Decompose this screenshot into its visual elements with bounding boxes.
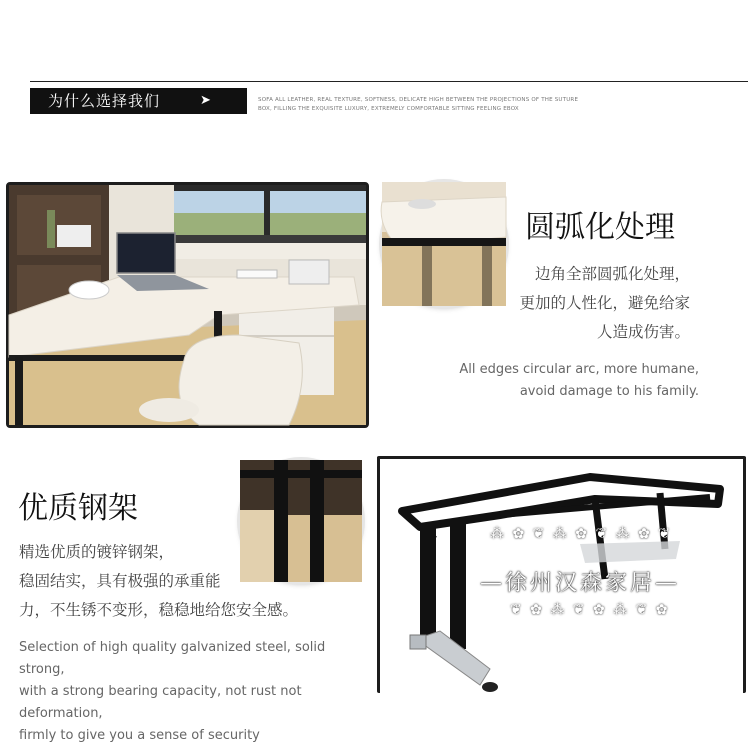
why-choose-us-banner <box>30 88 247 114</box>
cn-line: 精选优质的镀锌钢架， <box>19 543 175 561</box>
cn-line: 人造成伤害。 <box>596 323 690 341</box>
watermark-ornament: ❦ ✿ ⁂ ❦ ✿ ⁂ ❦ ✿ <box>510 602 670 618</box>
section-title-rounded: 圆弧化处理 <box>525 210 675 245</box>
cn-line: 边角全部圆弧化处理， <box>534 265 690 283</box>
desk-room-illustration <box>9 185 366 425</box>
section2-en-text <box>19 637 374 743</box>
cn-line: 稳固结实，具有极强的承重能 <box>19 572 221 590</box>
en-line: Selection of high quality galvanized steel, solid strong, <box>19 640 326 677</box>
banner-tagline <box>258 96 618 114</box>
watermark-text: —徐州汉森家居— <box>480 571 681 596</box>
en-line: with a strong bearing capacity, not rust not deformation, <box>19 684 302 721</box>
arrow-right-icon: ➤ <box>200 93 212 108</box>
section1-cn-text <box>440 260 690 347</box>
watermark-ornament: ⁂ ✿ ❦ ⁂ ✿ ❦ ⁂ ✿ ❦ <box>490 526 672 542</box>
en-line: avoid damage to his family. <box>519 384 699 399</box>
tagline-line: BOX, FILLING THE EXQUISITE LUXURY, EXTREMELY COMFORTABLE SITTING FEELING EBOX <box>258 106 519 112</box>
banner-title: 为什么选择我们 <box>48 92 161 110</box>
cn-line: 更加的人性化，避免给家 <box>519 294 690 312</box>
section1-en-text <box>440 359 699 403</box>
cn-line: 力，不生锈不变形，稳稳地给您安全感。 <box>19 601 299 619</box>
en-line: All edges circular arc, more humane, <box>459 362 699 377</box>
section-title-steel-frame: 优质钢架 <box>18 491 138 526</box>
section2-cn-text <box>19 538 359 625</box>
tagline-line: SOFA ALL LEATHER, REAL TEXTURE, SOFTNESS, DELICATE HIGH BETWEEN THE PROJECTIONS OF THE SUTURE <box>258 97 579 103</box>
en-line: firmly to give you a sense of security <box>19 728 260 743</box>
desk-room-photo <box>6 182 369 428</box>
header-divider <box>30 81 748 82</box>
